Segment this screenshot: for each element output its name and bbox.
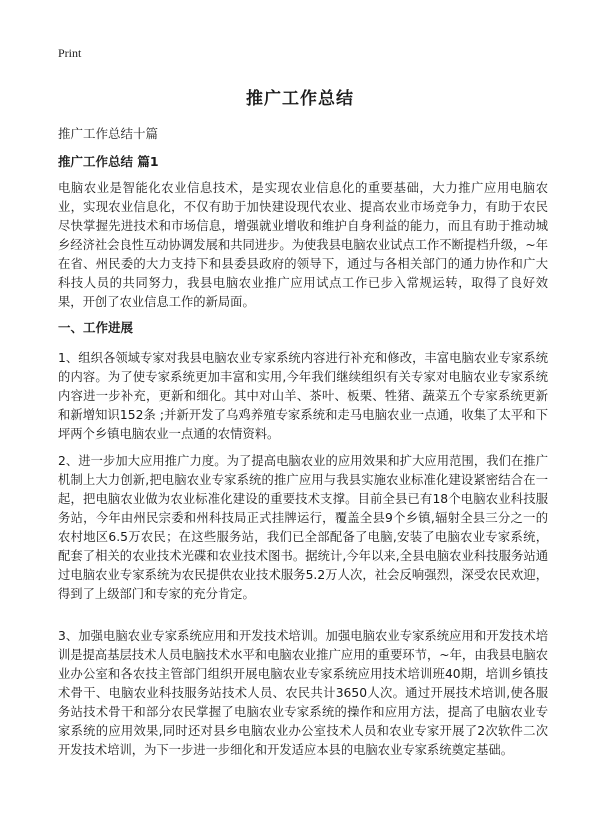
intro-paragraph: 电脑农业是智能化农业信息技术，是实现农业信息化的重要基础，大力推广应用电脑农业，实现农业信息化，不仅有助于加快建设现代农业、提高农业市场竞争力，有助于农民尽快掌握先进技术和市场信息，增强就业增收和维护自身利益的能力，而且有助于推动城乡经济社会良性互动协调发展和共同进步。为使我县电脑农业试点工作不断提档升级，~年在省、州民委的大力支持下和县委县政府的领导下，通过与各相关部门的通力协作和广大科技人员的共同努力，我县电脑农业推广应用试点工作已步入常规运转，取得了良好效果，开创了农业信息工作的新局面。 xyxy=(58,181,548,309)
progress-item-2: 2、进一步加大应用推广力度。为了提高电脑农业的应用效果和扩大应用范围，我们在推广机制上大力创新,把电脑农业专家系统的推广应用与我县实施农业标准化建设紧密结合在一起，把电脑农业做为农业标准化建设的重要技术支撑。目前全县已有18个电脑农业科技服务站，今年由州民宗委和州科技局正式挂牌运行，覆盖全县9个乡镇,辐射全县三分之一的农村地区6.5万农民；在这些服务站，我们已全部配备了电脑,安装了电脑农业专家系统，配套了相关的农业技术光碟和农业技术图书。据统计,今年以来,全县电脑农业科技服务站通过电脑农业专家系统为农民提供农业技术服务5.2万人次，社会反响强烈，深受农民欢迎，得到了上级部门和专家的充分肯定。 xyxy=(58,454,548,601)
section-heading-progress: 一、工作进展 xyxy=(58,320,134,335)
page-title: 推广工作总结 xyxy=(246,89,354,109)
document-subtitle: 推广工作总结十篇 xyxy=(58,126,159,141)
part-heading: 推广工作总结 篇1 xyxy=(58,154,159,169)
progress-item-1: 1、组织各领域专家对我县电脑农业专家系统内容进行补充和修改，丰富电脑农业专家系统的内容。为了使专家系统更加丰富和实用,今年我们继续组织有关专家对电脑农业专家系统内容进一步补充，更新和细化。其中对山羊、茶叶、板栗、牲猪、蔬菜五个专家系统更新和新增知识152条 ;并新开发了乌鸡养殖专家系统和走马电脑农业一点通，收集了太平和下坪两个乡镇电脑农业一点通的农情资料。 xyxy=(58,351,548,441)
progress-item-3: 3、加强电脑农业专家系统应用和开发技术培训。加强电脑农业专家系统应用和开发技术培训是提高基层技术人员电脑技术水平和电脑农业推广应用的重要环节，~年，由我县电脑农业办公室和各农技主管部门组织开展电脑农业专家系统应用技术培训班40期，培训乡镇技术骨干、电脑农业科技服务站技术人员、农民共计3650人次。通过开展技术培训,使各服务站技术骨干和部分农民掌握了电脑农业专家系统的操作和应用方法，提高了电脑农业专家系统的应用效果,同时还对县乡电脑农业办公室技术人员和农业专家开展了2次软件二次开发技术培训，为下一步进一步细化和开发适应本县的电脑农业专家系统奠定基础。 xyxy=(58,629,548,757)
print-link[interactable]: Print xyxy=(58,46,82,60)
